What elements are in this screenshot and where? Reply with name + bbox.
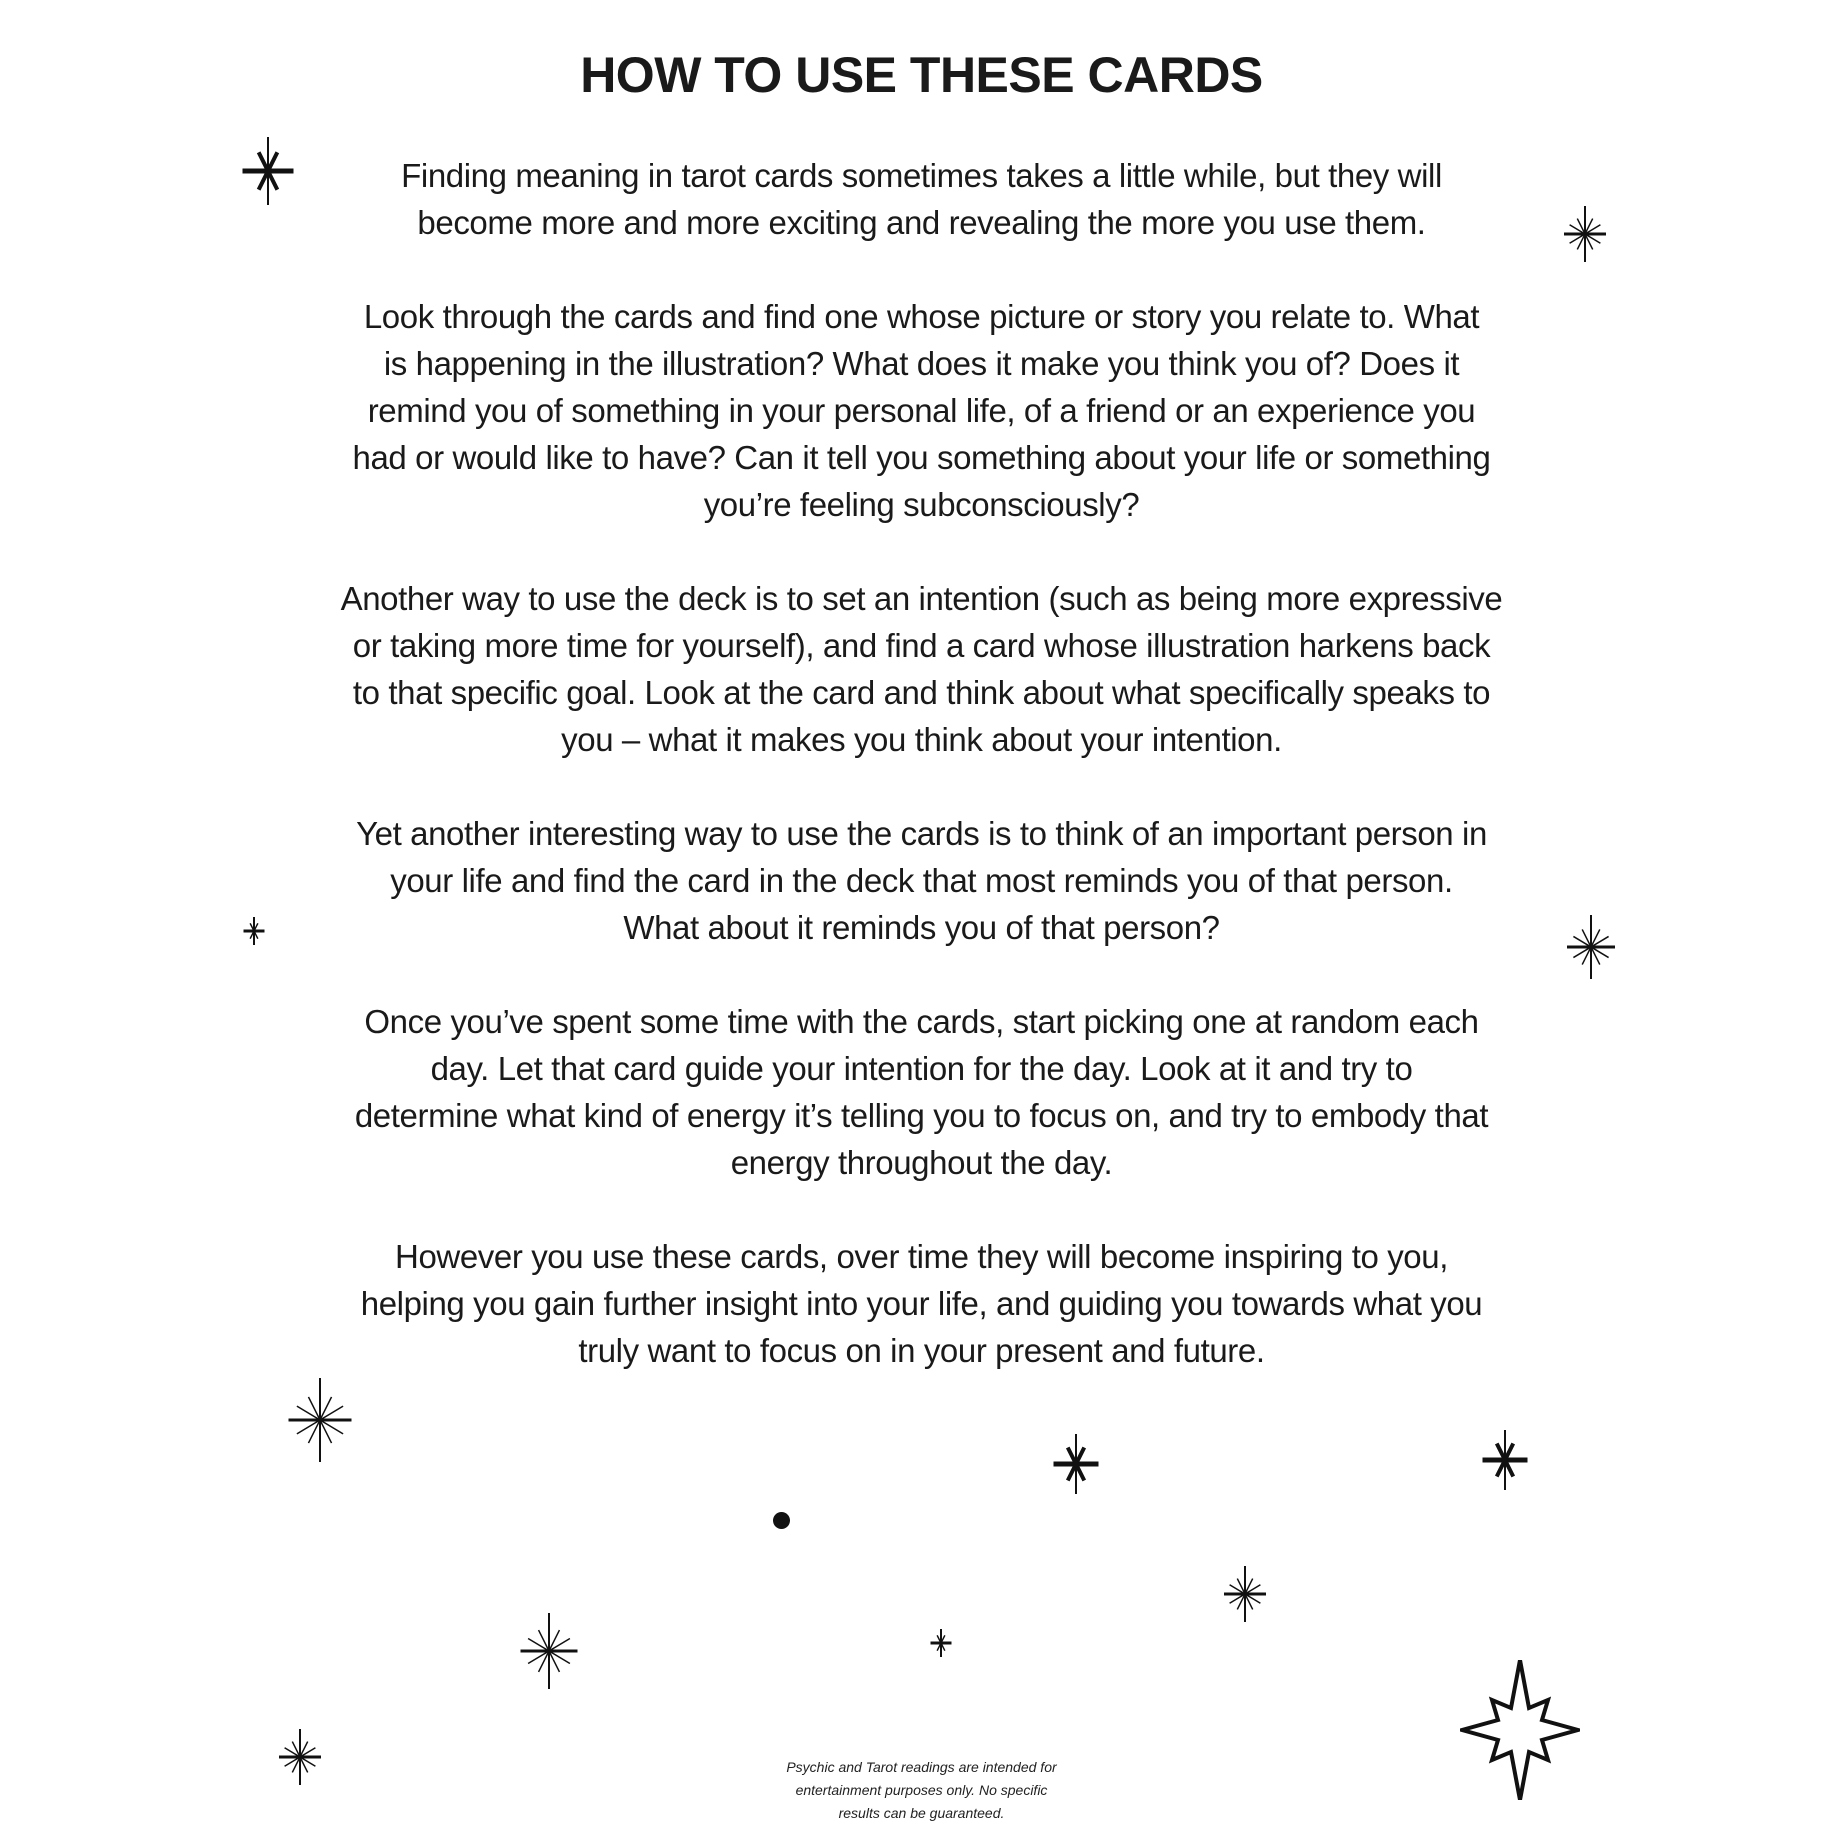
text-line: Once you’ve spent some time with the cards, start picking one at random each [364, 1003, 1479, 1040]
paragraph-look-through [0, 293, 1843, 528]
text-line: or taking more time for yourself), and find a card whose illustration harkens back [352, 627, 1491, 664]
disclaimer-line: entertainment purposes only. No specific [795, 1782, 1048, 1798]
text-line: your life and find the card in the deck that most reminds you of that person. [390, 862, 1453, 899]
text-line: Look through the cards and find one whose picture or story you relate to. What [363, 298, 1480, 335]
text-line: Another way to use the deck is to set an intention (such as being more expressive [340, 580, 1503, 617]
text-line: day. Let that card guide your intention for the day. Look at it and try to [430, 1050, 1413, 1087]
text-line: What about it reminds you of that person? [623, 909, 1220, 946]
sparkle-star-icon [509, 1611, 589, 1691]
sparkle-star-icon [1473, 1428, 1537, 1492]
text-line: energy throughout the day. [730, 1144, 1113, 1181]
text-line: is happening in the illustration? What does it make you think you of? Does it [383, 345, 1460, 382]
sparkle-star-icon [1557, 913, 1625, 981]
sparkle-star-icon [232, 135, 304, 207]
text-line: you’re feeling subconsciously? [703, 486, 1140, 523]
text-line: you – what it makes you think about your intention. [561, 721, 1282, 758]
disclaimer-line: Psychic and Tarot readings are intended for [786, 1759, 1057, 1775]
instructions-body [0, 152, 1843, 1421]
sparkle-star-icon [1555, 204, 1615, 264]
paragraph-intention [0, 575, 1843, 763]
sparkle-star-icon [925, 1627, 957, 1659]
sparkle-star-icon [1044, 1432, 1108, 1496]
text-line: However you use these cards, over time they will become inspiring to you, [395, 1238, 1448, 1275]
sparkle-star-icon [1215, 1564, 1275, 1624]
sparkle-star-icon [238, 915, 270, 947]
paragraph-daily [0, 998, 1843, 1186]
text-line: remind you of something in your personal life, of a friend or an experience you [367, 392, 1476, 429]
paragraph-closing [0, 1233, 1843, 1374]
text-line: had or would like to have? Can it tell you something about your life or something [352, 439, 1491, 476]
page-title: HOW TO USE THESE CARDS [580, 47, 1263, 103]
text-line: Finding meaning in tarot cards sometimes takes a little while, but they will [401, 157, 1442, 194]
text-line: become more and more exciting and revealing the more you use them. [417, 204, 1426, 241]
text-line: to that specific goal. Look at the card and think about what specifically speaks to [352, 674, 1491, 711]
text-line: Yet another interesting way to use the cards is to think of an important person in [356, 815, 1487, 852]
text-line: helping you gain further insight into your life, and guiding you towards what you [360, 1285, 1483, 1322]
text-line: determine what kind of energy it’s telling you to focus on, and try to embody that [354, 1097, 1489, 1134]
text-line: truly want to focus on in your present and future. [578, 1332, 1265, 1369]
sparkle-star-icon [270, 1727, 330, 1787]
dot-icon [773, 1512, 790, 1529]
eight-point-star-icon [1460, 1660, 1580, 1800]
disclaimer-line: results can be guaranteed. [838, 1805, 1005, 1821]
sparkle-star-icon [276, 1376, 364, 1464]
